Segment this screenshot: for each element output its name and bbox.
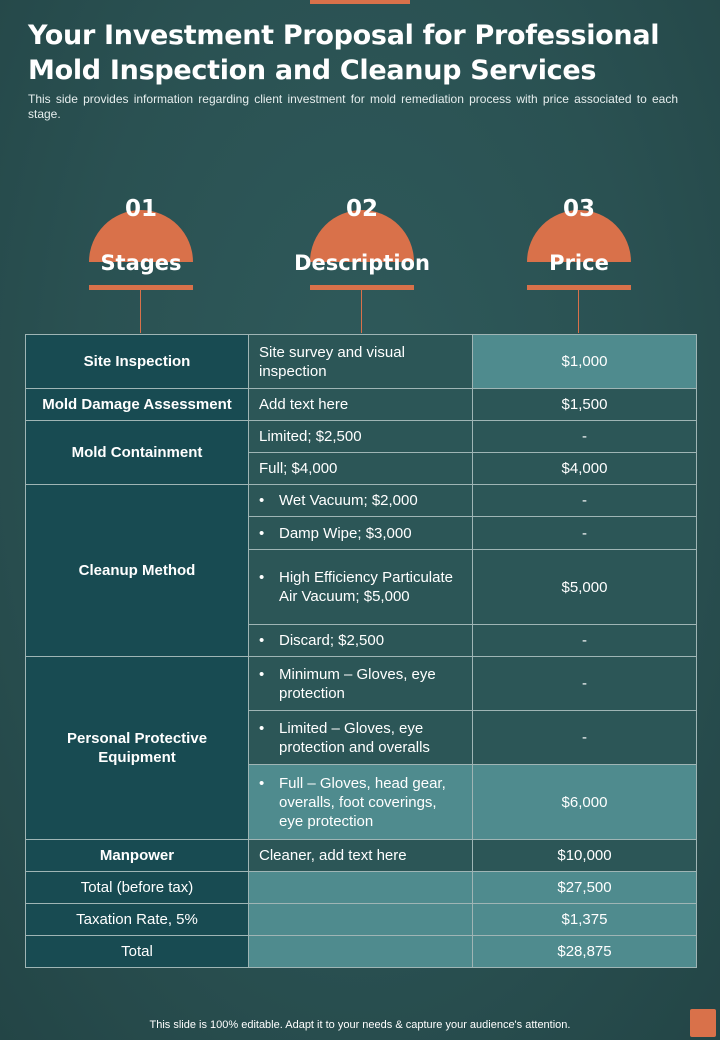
table-row xyxy=(26,936,697,968)
table-row xyxy=(26,389,697,421)
bullet-text: Damp Wipe; $3,000 xyxy=(279,524,412,542)
table-row xyxy=(26,335,697,389)
description-cell xyxy=(249,872,473,904)
stage-cell: Mold Containment xyxy=(26,421,249,485)
price-cell: $1,375 xyxy=(473,904,697,936)
description-cell: Cleaner, add text here xyxy=(249,840,473,872)
stage-cell: Mold Damage Assessment xyxy=(26,389,249,421)
table-row xyxy=(26,840,697,872)
price-cell: $1,500 xyxy=(473,389,697,421)
description-cell: Limited; $2,500 xyxy=(249,421,473,453)
stage-cell: Total xyxy=(26,936,249,968)
description-cell xyxy=(249,517,473,550)
column-label: Description xyxy=(294,251,430,275)
column-number: 03 xyxy=(562,196,595,222)
top-accent-bar xyxy=(310,0,410,4)
page-title: Your Investment Proposal for Professional Mold Inspection and Cleanup Services xyxy=(28,20,660,86)
investment-table xyxy=(25,334,697,968)
column-header-description xyxy=(294,196,430,336)
bullet-text: Minimum – Gloves, eye protection xyxy=(279,665,436,702)
price-cell: $1,000 xyxy=(473,335,697,389)
price-cell: - xyxy=(473,517,697,550)
bullet-marker: • xyxy=(259,492,265,509)
stage-cell: Site Inspection xyxy=(26,335,249,389)
table-row xyxy=(26,904,697,936)
description-cell: Full; $4,000 xyxy=(249,453,473,485)
price-cell: $5,000 xyxy=(473,550,697,625)
price-cell: - xyxy=(473,711,697,765)
table-row xyxy=(26,657,697,711)
price-cell: - xyxy=(473,657,697,711)
description-cell xyxy=(249,657,473,711)
bullet-marker: • xyxy=(259,774,265,792)
underline-bar xyxy=(310,285,414,290)
connector-line xyxy=(361,290,362,333)
column-number: 01 xyxy=(124,196,157,222)
description-cell xyxy=(249,625,473,657)
description-cell xyxy=(249,711,473,765)
description-cell xyxy=(249,550,473,625)
bullet-marker: • xyxy=(259,569,265,586)
footer-note: This slide is 100% editable. Adapt it to your needs & capture your audience's attention. xyxy=(149,1019,571,1031)
price-cell: $6,000 xyxy=(473,765,697,840)
column-label: Stages xyxy=(100,251,182,275)
connector-line xyxy=(578,290,579,333)
stage-cell: Cleanup Method xyxy=(26,485,249,657)
table-row xyxy=(26,421,697,453)
price-cell: - xyxy=(473,485,697,517)
column-header-stages xyxy=(89,196,193,336)
price-cell: $4,000 xyxy=(473,453,697,485)
bullet-marker: • xyxy=(259,719,265,737)
stage-cell: Taxation Rate, 5% xyxy=(26,904,249,936)
description-cell: Site survey and visual inspection xyxy=(249,335,473,389)
bullet-text: Limited – Gloves, eye protection and overalls xyxy=(279,719,430,756)
corner-accent xyxy=(690,1009,716,1037)
description-cell: Add text here xyxy=(249,389,473,421)
column-header-price xyxy=(527,196,631,336)
connector-line xyxy=(140,290,141,333)
stage-cell: Personal Protective Equipment xyxy=(26,657,249,840)
column-label: Price xyxy=(549,251,609,275)
bullet-text: High Efficiency Particulate Air Vacuum; $5,000 xyxy=(279,569,453,605)
table-row xyxy=(26,872,697,904)
column-number: 02 xyxy=(345,196,378,222)
bullet-text: Full – Gloves, head gear, overalls, foot coverings, eye protection xyxy=(279,774,446,830)
bullet-marker: • xyxy=(259,632,265,649)
bullet-marker: • xyxy=(259,524,265,542)
underline-bar xyxy=(89,285,193,290)
bullet-text: Discard; $2,500 xyxy=(279,632,385,649)
description-cell xyxy=(249,485,473,517)
price-cell: - xyxy=(473,421,697,453)
price-cell: $27,500 xyxy=(473,872,697,904)
description-cell xyxy=(249,765,473,840)
page-subtitle: This side provides information regarding client investment for mold remediation process with price associated to each stage. xyxy=(28,92,678,121)
bullet-text: Wet Vacuum; $2,000 xyxy=(279,492,418,509)
bullet-marker: • xyxy=(259,665,265,683)
stage-cell: Total (before tax) xyxy=(26,872,249,904)
underline-bar xyxy=(527,285,631,290)
price-cell: - xyxy=(473,625,697,657)
table-row xyxy=(26,485,697,517)
price-cell: $28,875 xyxy=(473,936,697,968)
stage-cell: Manpower xyxy=(26,840,249,872)
description-cell xyxy=(249,936,473,968)
description-cell xyxy=(249,904,473,936)
price-cell: $10,000 xyxy=(473,840,697,872)
